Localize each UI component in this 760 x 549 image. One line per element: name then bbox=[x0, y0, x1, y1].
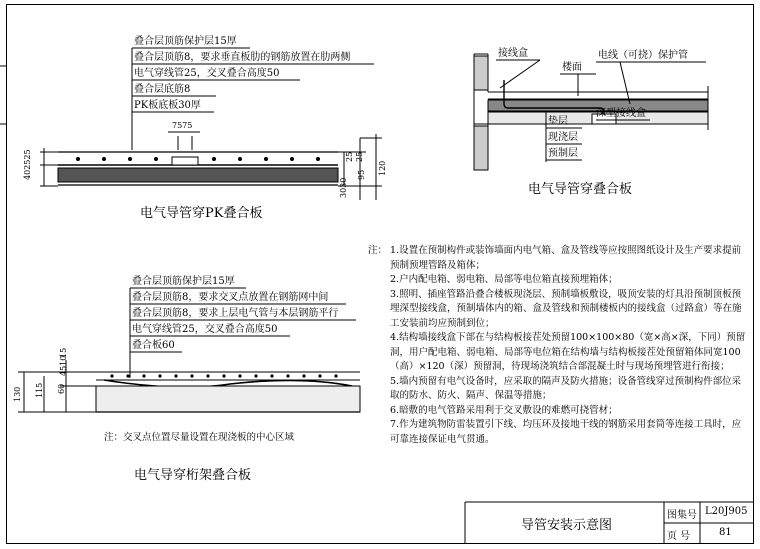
pk-dim-left: 402525 bbox=[23, 149, 32, 180]
note-item: 4.结构墙接线盒下部在与结构板接茬处预留100×100×80（宽×高×深，下同）预留洞，用户配电箱、弱电箱、局部等电位箱在结构墙与结构板接茬处预留箱体同宽100（高）×120（深）预留洞，待现场浇筑结合部混凝土时与现场预埋管进行衔接； bbox=[390, 332, 746, 372]
note-item: 3.照明、插座管路沿叠合楼板现浇层、预制墙板敷设，吸顶安装的灯具沿预制顶板预埋深型接线盒，预制墙体内的箱、盒及管线和预制楼板内的接线盒（过路盒）等在施工安装前均应预制到位； bbox=[390, 288, 742, 329]
pk-dim-right-4: 120 bbox=[378, 160, 387, 176]
note-item: 1.设置在预制构件或装饰墙面内电气箱、盒及管线等应按照图纸设计及生产要求提前预制预埋管路及箱体； bbox=[390, 245, 742, 271]
truss-label-4: 电气穿线管25，交叉叠合高度50 bbox=[132, 324, 278, 335]
note-item: 2.户内配电箱、弱电箱、局部等电位箱直接预埋箱体； bbox=[390, 274, 618, 285]
truss-note: 注：交叉点位置尽量设置在现浇板的中心区域 bbox=[104, 432, 295, 443]
truss-dim-115: 115 bbox=[35, 382, 44, 398]
concealed-floor: 楼面 bbox=[562, 62, 582, 73]
pk-dim-right-3: 95 bbox=[357, 169, 366, 180]
atlas-number: L20J905 bbox=[705, 506, 748, 517]
pk-slab-title: 电气导管穿PK叠合板 bbox=[140, 206, 263, 221]
pk-label-3: 电气穿线管25，交叉叠合高度50 bbox=[134, 68, 280, 79]
truss-dim-4510: 4510 bbox=[59, 355, 68, 376]
concealed-junction-box: 接线盒 bbox=[498, 48, 528, 59]
truss-dim-15: 15 bbox=[59, 347, 68, 358]
notes-list bbox=[390, 244, 746, 447]
truss-dim-60: 60 bbox=[57, 383, 66, 394]
drawing-title: 导管安装示意图 bbox=[521, 518, 613, 533]
concealed-detail bbox=[474, 54, 708, 170]
note-item: 7.作为建筑物防雷装置引下线、均压环及接地干线的钢筋采用套筒等连接工具时，应可靠连接保证电气贯通。 bbox=[390, 419, 742, 445]
pk-label-5: PK板底板30厚 bbox=[134, 100, 201, 111]
atlas-label: 图集号 bbox=[667, 510, 697, 521]
concealed-cushion: 垫层 bbox=[548, 116, 568, 127]
concealed-deep-box: 深型接线盒 bbox=[596, 108, 646, 119]
pk-dim-bottom-right: 3030 bbox=[339, 177, 348, 198]
notes-header: 注： bbox=[368, 245, 388, 256]
pk-label-1: 叠合层顶筋保护层15厚 bbox=[134, 36, 237, 47]
truss-dim-130: 130 bbox=[13, 386, 22, 402]
note-item: 5.墙内预留有电气设备时，应采取的隔声及防火措施；设备管线穿过预制构件部位采取的防水、防火、隔声、保温等措施； bbox=[390, 375, 742, 401]
pk-dim-top: 7575 bbox=[172, 121, 193, 130]
concealed-conduit: 电线（可挠）保护管 bbox=[598, 50, 688, 61]
truss-label-3: 叠合层顶筋8，要求上层电气管与本层钢筋平行 bbox=[132, 308, 339, 319]
pk-dim-right-1: 25 bbox=[345, 151, 354, 162]
truss-slab-title: 电气导穿桁架叠合板 bbox=[134, 468, 252, 483]
page-label: 页 号 bbox=[667, 531, 691, 542]
pk-label-4: 叠合层底筋8 bbox=[134, 84, 191, 95]
title-block bbox=[465, 502, 754, 544]
truss-label-1: 叠合层顶筋保护层15厚 bbox=[132, 276, 235, 287]
truss-label-2: 叠合层顶筋8，要求交叉点放置在钢筋网中间 bbox=[132, 292, 329, 303]
pk-dim-right-2: 25 bbox=[355, 151, 364, 162]
note-item: 6.暗敷的电气管路采用利于交叉敷设的难燃可挠管材； bbox=[390, 404, 618, 416]
page-number: 81 bbox=[719, 527, 732, 538]
truss-label-5: 叠合板60 bbox=[132, 340, 175, 351]
concealed-title: 电气导管穿叠合板 bbox=[528, 182, 633, 197]
concealed-precast-layer: 预制层 bbox=[548, 148, 578, 159]
concealed-cast-layer: 现浇层 bbox=[548, 132, 578, 143]
pk-label-2: 叠合层顶筋8，要求垂直板肋的钢筋放置在肋两侧 bbox=[134, 52, 351, 63]
